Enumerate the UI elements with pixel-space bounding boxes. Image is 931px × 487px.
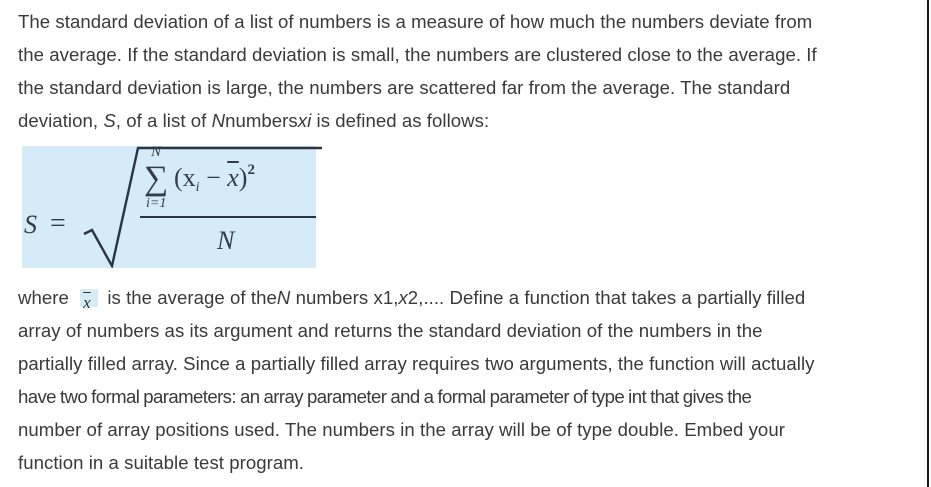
sum-upper-limit: N bbox=[151, 144, 162, 160]
variable-n: N bbox=[211, 110, 226, 131]
text-fragment: is the average of the bbox=[102, 287, 277, 308]
text-line: function in a suitable test program. bbox=[18, 452, 305, 473]
term-minus: − bbox=[199, 163, 228, 192]
text-fragment: 2,.... Define a function that takes a partially filled bbox=[407, 287, 806, 308]
formula-lhs: S bbox=[24, 210, 37, 239]
text-fragment: numbers bbox=[225, 110, 298, 131]
term-mean: $\overline{x}$ bbox=[227, 163, 239, 192]
term-open: (x bbox=[174, 163, 196, 192]
standard-deviation-formula bbox=[22, 146, 316, 268]
text-fragment: where bbox=[18, 287, 75, 308]
sum-lower-limit: i=1 bbox=[146, 196, 167, 211]
formula-denominator: N bbox=[217, 226, 235, 255]
text-line: array of numbers as its argument and returns the standard deviation of the numbers in the bbox=[18, 320, 763, 341]
text-line: partially filled array. Since a partially filled array requires two arguments, the function will actually bbox=[18, 353, 815, 374]
sum-term bbox=[174, 162, 255, 196]
variable-s: S bbox=[103, 110, 116, 131]
task-paragraph bbox=[18, 281, 923, 479]
variable-n: N bbox=[276, 287, 291, 308]
right-border-line bbox=[927, 0, 929, 487]
text-fragment: , of a list of bbox=[115, 110, 212, 131]
term-subscript: i bbox=[195, 180, 200, 195]
term-close: ) bbox=[238, 163, 248, 192]
formula-image bbox=[22, 146, 316, 268]
formula-equals: = bbox=[50, 208, 66, 239]
text-line: the average. If the standard deviation is small, the numbers are clustered close to the average. If bbox=[18, 44, 817, 65]
variable-xi: xi bbox=[297, 110, 312, 131]
text-line bbox=[18, 281, 923, 314]
text-line: the standard deviation is large, the numbers are scattered far from the average. The standard bbox=[18, 77, 791, 98]
text-line bbox=[18, 104, 923, 137]
xbar-symbol-image bbox=[80, 289, 98, 312]
sum-symbol: ∑ bbox=[144, 160, 169, 197]
text-line: The standard deviation of a list of numbers is a measure of how much the numbers deviate from bbox=[18, 11, 813, 32]
xbar-symbol: $\overline{x}$ bbox=[83, 293, 91, 312]
term-exponent: 2 bbox=[247, 162, 255, 178]
intro-paragraph bbox=[18, 5, 923, 137]
text-line: have two formal parameters: an array parameter and a formal parameter of type int that gives the bbox=[18, 386, 752, 407]
fraction-bar bbox=[140, 216, 316, 218]
text-fragment: is defined as follows: bbox=[311, 110, 490, 131]
variable-x: x bbox=[398, 287, 408, 308]
text-fragment: deviation, bbox=[18, 110, 104, 131]
text-line: number of array positions used. The numbers in the array will be of type double. Embed your bbox=[18, 419, 785, 440]
text-fragment: numbers x1, bbox=[290, 287, 399, 308]
